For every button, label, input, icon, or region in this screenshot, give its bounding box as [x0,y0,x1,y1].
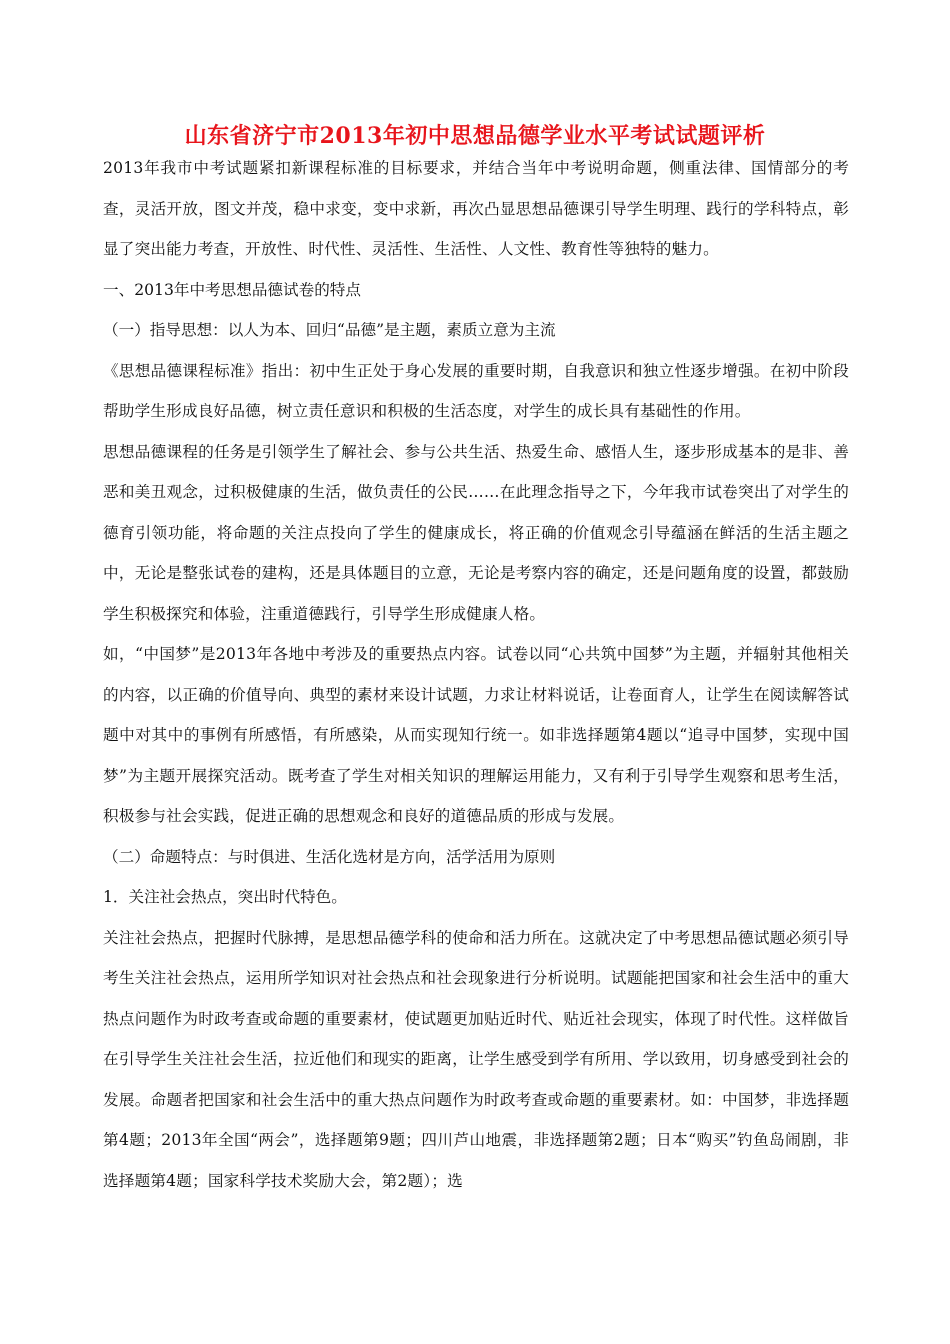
paragraph-curriculum-standard: 《思想品德课程标准》指出：初中生正处于身心发展的重要时期，自我意识和独立性逐步增强。在初中阶段帮助学生形成良好品德，树立责任意识和积极的生活态度，对学生的成长具有基础性的作用。 [103,361,849,420]
paragraph-intro: 2013年我市中考试题紧扣新课程标准的目标要求，并结合当年中考说明命题，侧重法律、国情部分的考查，灵活开放，图文并茂，稳中求变，变中求新，再次凸显思想品德课引导学生明理、践行的学科特点，彰显了突出能力考查，开放性、时代性、灵活性、生活性、人文性、教育性等独特的魅力。 [103,159,849,258]
subsection-heading-guiding-idea: （一）指导思想：以人为本、回归“品德”是主题，素质立意为主流 [103,321,556,339]
paragraph-curriculum-task: 思想品德课程的任务是引领学生了解社会、参与公共生活、热爱生命、感悟人生，逐步形成基本的是非、善恶和美丑观念，过积极健康的生活，做负责任的公民……在此理念指导之下，今年我市试卷突出了对学生的德育引领功能，将命题的关注点投向了学生的健康成长，将正确的价值观念引导蕴涵在鲜活的生活主题之中，无论是整张试卷的建构，还是具体题目的立意，无论是考察内容的确定，还是问题角度的设置，都鼓励学生积极探究和体验，注重道德践行，引导学生形成健康人格。 [103,442,849,623]
subsection-heading-features: （二）命题特点：与时俱进、生活化选材是方向，活学活用为原则 [103,847,556,866]
paragraph-china-dream: 如，“中国梦”是2013年各地中考涉及的重要热点内容。试卷以同“心共筑中国梦”为主题，并辐射其他相关的内容，以正确的价值导向、典型的素材来设计试题，力求让材料说话，让卷面育人，让学生在阅读解答试题中对其中的事例有所感悟，有所感染，从而实现知行统一。如非选择题第4题以“追寻中国梦，实现中国梦”为主题开展探究活动。既考查了学生对相关知识的理解运用能力，又有利于引导学生观察和思考生活，积极参与社会实践，促进正确的思想观念和良好的道德品质的形成与发展。 [103,645,849,825]
item-heading-social-hotspots: 1．关注社会热点，突出时代特色。 [103,888,347,906]
document-title: 山东省济宁市2013年初中思想品德学业水平考试试题评析 [184,123,766,149]
document-body [103,148,849,1201]
paragraph-social-hotspots: 关注社会热点，把握时代脉搏，是思想品德学科的使命和活力所在。这就决定了中考思想品德试题必须引导考生关注社会热点，运用所学知识对社会热点和社会现象进行分析说明。试题能把国家和社会生活中的重大热点问题作为时政考查或命题的重要素材，使试题更加贴近时代、贴近社会现实，体现了时代性。这样做旨在引导学生关注社会生活，拉近他们和现实的距离，让学生感受到学有所用、学以致用，切身感受到社会的发展。命题者把国家和社会生活中的重大热点问题作为时政考查或命题的重要素材。如：中国梦，非选择题第4题；2013年全国“两会”，选择题第9题；四川芦山地震，非选择题第2题；日本“购买”钓鱼岛闹剧，非选择题第4题；国家科学技术奖励大会，第2题）；选 [103,928,849,1190]
section-heading-1: 一、2013年中考思想品德试卷的特点 [103,280,361,299]
